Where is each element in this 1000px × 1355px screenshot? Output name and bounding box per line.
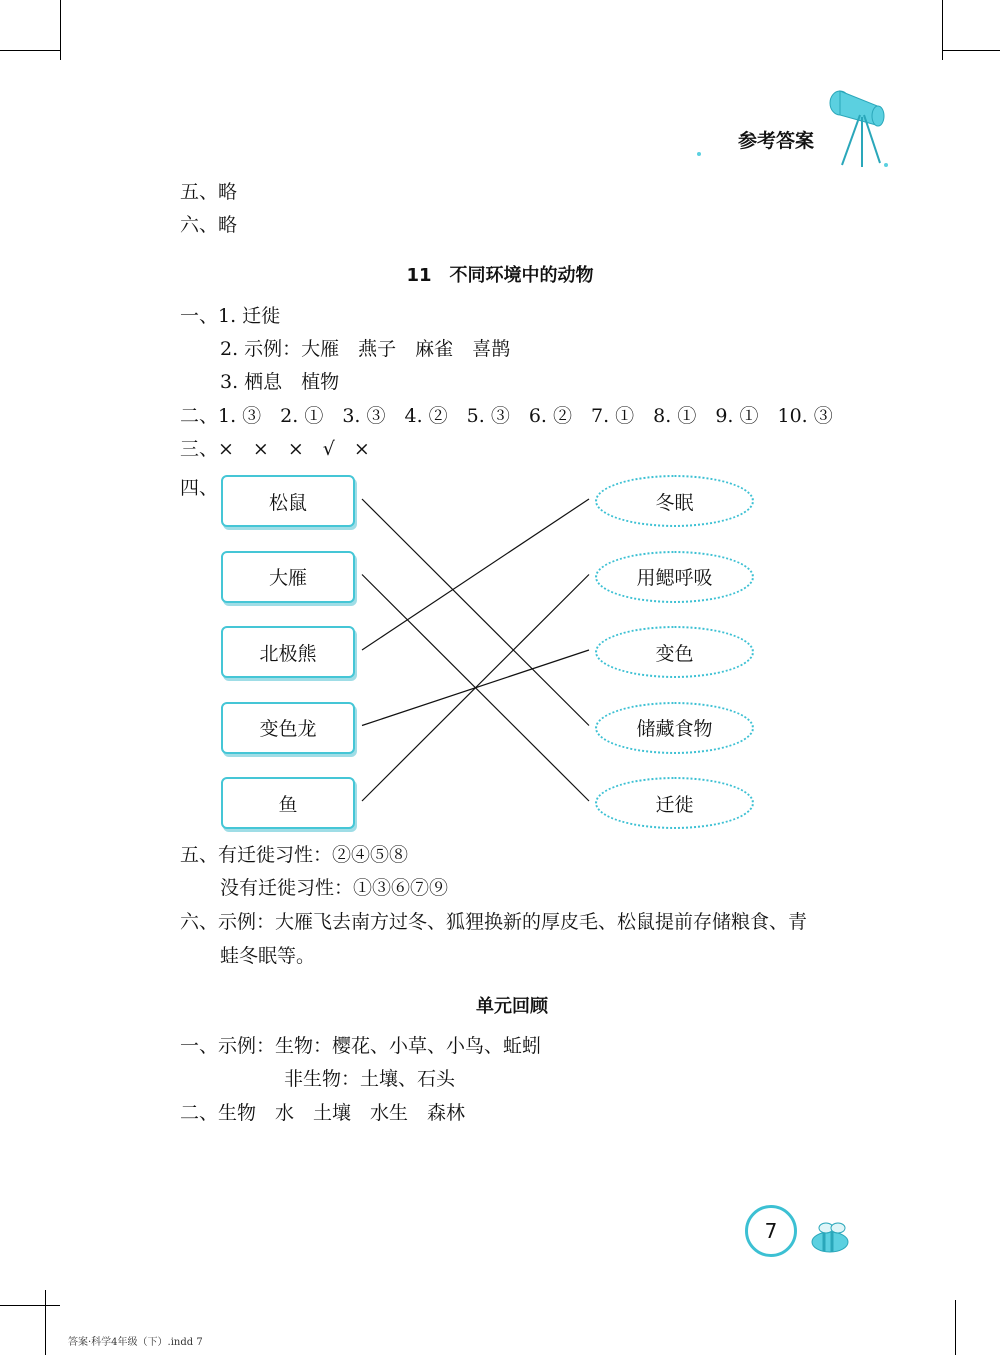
q1-line: 3. 栖息 植物	[220, 371, 340, 393]
section-title: 11 不同环境中的动物	[406, 265, 594, 286]
q5-line: 没有迁徙习性：①③⑥⑦⑨	[220, 877, 449, 899]
animal-box: 北极熊	[221, 626, 355, 678]
match-line	[362, 499, 589, 650]
page-number-badge	[745, 1205, 797, 1257]
q3-line: 三、× × × √ ×	[180, 438, 370, 460]
review-q1-line: 一、示例：生物：樱花、小草、小鸟、蚯蚓	[180, 1035, 542, 1057]
footer-info: 答案·科学4年级（下）.indd 7	[68, 1337, 203, 1348]
page-number: 7	[764, 1219, 778, 1243]
q6-line: 蛙冬眠等。	[220, 945, 316, 967]
animal-box: 松鼠	[221, 475, 355, 527]
trait-oval: 冬眠	[595, 475, 754, 527]
q1-line: 2. 示例：大雁 燕子 麻雀 喜鹊	[220, 338, 511, 360]
q5-line: 五、有迁徙习性：②④⑤⑧	[180, 844, 409, 866]
trait-oval: 用鳃呼吸	[595, 551, 754, 603]
q2-line: 二、1. ③ 2. ① 3. ③ 4. ② 5. ③ 6. ② 7. ① 8. ① 9. ① 10. ③	[180, 405, 833, 427]
prev-answer: 六、略	[180, 214, 238, 236]
match-line	[362, 499, 589, 726]
prev-answer: 五、略	[180, 181, 238, 203]
trait-oval: 迁徙	[595, 777, 754, 829]
review-q1-line: 非生物：土壤、石头	[284, 1068, 456, 1090]
review-title: 单元回顾	[476, 996, 548, 1017]
q6-line: 六、示例：大雁飞去南方过冬、狐狸换新的厚皮毛、松鼠提前存储粮食、青	[180, 911, 808, 933]
animal-box: 鱼	[221, 777, 355, 829]
review-q2-line: 二、生物 水 土壤 水生 森林	[180, 1102, 466, 1124]
animal-box: 变色龙	[221, 702, 355, 754]
animal-box: 大雁	[221, 551, 355, 603]
bee-icon	[800, 1220, 860, 1260]
q1-line: 一、1. 迁徙	[180, 305, 281, 327]
trait-oval: 变色	[595, 626, 754, 678]
header-label: 参考答案	[738, 130, 815, 152]
q4-label: 四、	[180, 477, 219, 499]
trait-oval: 储藏食物	[595, 702, 754, 754]
